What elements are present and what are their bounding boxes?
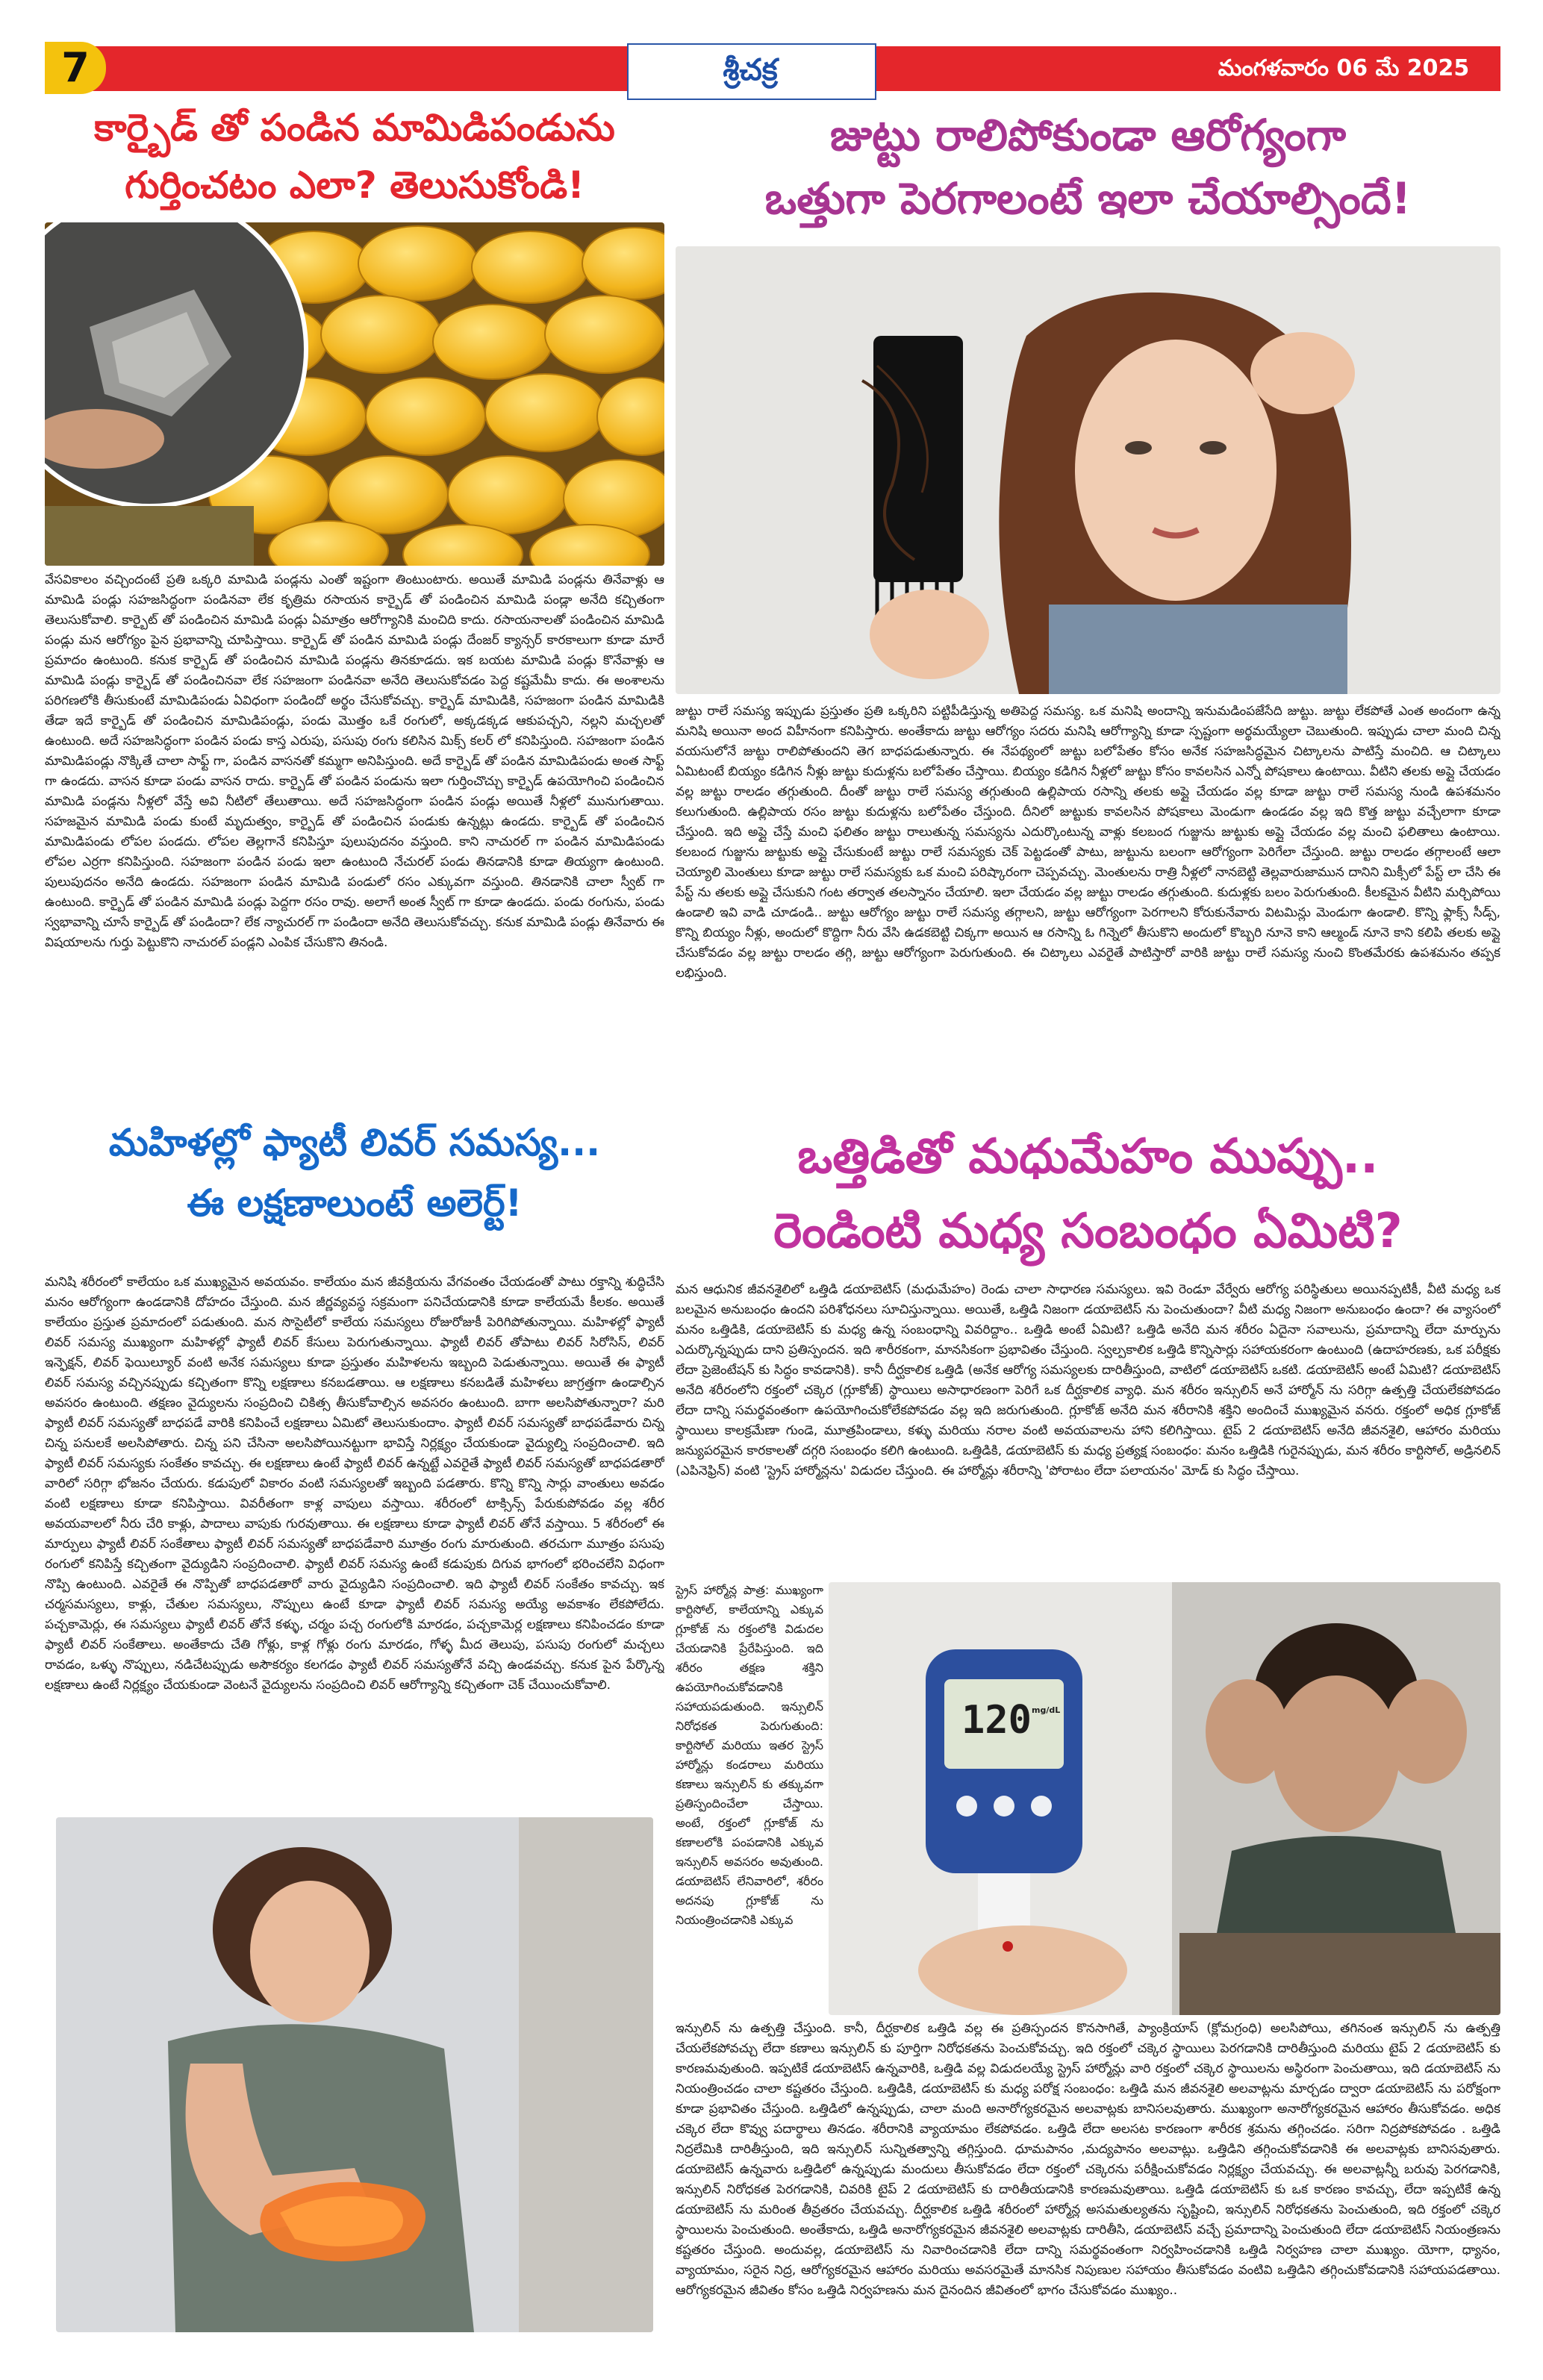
hair-photo: [676, 246, 1500, 694]
mango-body: వేసవికాలం వచ్చిందంటే ప్రతి ఒక్కరి మామిడి పండ్లను ఎంతో ఇష్టంగా తింటుంటారు. అయితే మామిడి పండ్లను తినేవాళ్లు ఆ మామిడి పండ్లు సహజసిద్ధంగా పండినవా లేక కృత్రిమ రసాయన కార్బైడ్ తో పండించిన మామిడి పండ్లా అనేది కచ్చితంగా తెలుసుకోవాలి. కార్బైట్ తో పండించిన మామిడి పండ్లు ఏమాత్రం ఆరోగ్యానికి మంచిది కాదు. రసాయనాలతో పండించిన మామిడి పండ్లు మన ఆరోగ్యం పైన ప్రభావాన్ని చూపిస్తాయి. కార్బైడ్ తో పండిన మామిడి పండ్లు దేంజర్ క్యాన్సర్ కారకాలుగా కూడా మారే ప్రమాదం ఉంటుంది. కనుక కార్బైడ్ తో పండించిన మామిడి పండ్లను తినకూడదు. ఇక బయట మామిడి పండ్లు కొనేవాళ్లు ఆ మామిడి పండ్లు కార్బైడ్ తో పండించినవా లేక సహజంగా పండినవా అనేది తెలుసుకోవడం పెద్ద కష్టమేమీ కాదు. ఈ అంశాలను పరిగణలోకి తీసుకుంటే మామిడిపండు ఏవిధంగా పండిందో అర్థం చేసుకోవచ్చు. కార్బైడ్ మామిడికి, సహజంగా పండిన మామిడికి తేడా ఇదే కార్బైడ్ తో పండించిన మామిడిపండ్లు, పండు మొత్తం ఒకే రంగులో, అక్కడక్కడ ఆకుపచ్చని, నల్లని మచ్చలతో ఉంటుంది. అదే సహజసిద్ధంగా పండిన పండు కాస్త ఎరుపు, పసుపు రంగు కలిసిన మిక్స్ కలర్ లో కనిపిస్తుంది. సహజంగా పండిన మామిడిపండ్లు నొక్కితే చాలా సాఫ్ట్ గా, పండిన వాసనతో కమ్మగా అనిపిస్తుంది. అదే కార్బైడ్ తో పండిన మామిడిపండు అంత సాఫ్ట్ గా ఉండదు. వాసన కూడా పండు వాసన రాదు. కార్బైడ్ తో పండిన పండును ఇలా గుర్తించొచ్చు కార్బైడ్ ఉపయోగించి పండించిన మామిడి పండ్లను నీళ్లలో వేస్తే అవి నీటిలో తేలుతాయి. అదే సహజసిద్ధంగా పండిన పండ్లు అయితే నీళ్లలో మునుగుతాయి. సహజమైన మామిడి పండు కుంటే మృదుత్వం, కార్బైడ్ తో పండించిన పండుకు ఉన్నట్లు ఉండదు. కార్బైడ్ తో పండించిన మామిడిపండు లోపల పండదు. లోపల తెల్లగానే కనిపిస్తూ పులుపుదనం వస్తుంది. కాని నాచురల్ గా పండిన మామిడిపండు లోపల ఎర్రగా కనిపిస్తుంది. సహజంగా పండిన పండు ఇలా ఉంటుంది నేచురల్ పండు తినడానికి కూడా తియ్యగా ఉంటుంది. పులుపుదనం అనేది ఉండదు. సహజంగా పండిన మామిడి పండులో రసం ఎక్కువగా వస్తుంది. తినడానికి చాలా స్వీట్ గా ఉంటుంది. కార్బైడ్ తో పండిన మామిడి పండ్లు పెద్దగా రసం రావు. అలాగే అంత స్వీట్ గా కూడా ఉండదు. పండు రంగును, పండు స్వభావాన్ని చూసే కార్బైడ్ తో పండిందా? లేక న్యాచురల్ గా పండిందా అనేది తెలుసుకోవచ్చు. కనుక మామిడి పండ్లు తినేవారు ఈ విషయాలను గుర్తు పెట్టుకొని నాచురల్ పండ్లని ఎంపిక చేసుకొని తినండి.: [45, 572, 664, 950]
hair-headline: [676, 108, 1500, 225]
diabetes-headline-line1: ఒత్తిడితో మధుమేహం ముప్పు..: [797, 1129, 1379, 1184]
glucometer-reading: 120: [961, 1698, 1032, 1743]
liver-body: మనిషి శరీరంలో కాలేయం ఒక ముఖ్యమైన అవయవం. కాలేయం మన జీవక్రియను వేగవంతం చేయడంతో పాటు రక్తాన్ని శుద్ధిచేసి మనం ఆరోగ్యంగా ఉండడానికి దోహదం చేస్తుంది. మన జీర్ణవ్యవస్థ సక్రమంగా పనిచేయడానికి కూడా కాలేయమే కీలకం. అయితే కాలేయం ప్రస్తుత ప్రమాదంలో పడుతుంది. మన సొసైటీలో కాలేయ సమస్యలు రోజురోజుకీ పెరిగిపోతున్నాయి. మహిళల్లో ఫ్యాటీ లివర్ సమస్య ముఖ్యంగా మహిళల్లో ఫ్యాటీ లివర్ కేసులు పెరుగుతున్నాయి. ఫ్యాటీ లివర్ తోపాటు లివర్ సిరోసిస్, లివర్ ఇన్ఫెక్షన్, లివర్ ఫెయిల్యూర్ వంటి అనేక సమస్యలు కూడా ప్రస్తుతం మహిళలను ఇబ్బంది పెడుతున్నాయి. అయితే ఈ ఫ్యాటీ లివర్ సమస్య వచ్చినప్పుడు కచ్చితంగా కొన్ని లక్షణాలు కనబడతాయి. ఆ లక్షణాలు కనబడితే మహిళలు జాగ్రత్తగా ఉండాల్సిన అవసరం ఉంటుంది. తక్షణం వైద్యులను సంప్రదించి చికిత్స తీసుకోవాల్సిన అవసరం ఉంటుంది. బాగా అలసిపోతున్నారా? మరి ఫ్యాటీ లివర్ సమస్యతో బాధపడే వారికి కనిపించే లక్షణాలు ఏమిటో తెలుసుకుందాం. ఫ్యాటీ లివర్ సమస్యతో బాధపడేవారు చిన్న చిన్న పనులకే అలసిపోతారు. చిన్న పని చేసినా అలసిపోయినట్టుగా భావిస్తే నిర్లక్ష్యం చేయకుండా వైద్యుల్ని సంప్రదించాలి. ఇది ఫ్యాటీ లివర్ సమస్యకు సంకేతం కావచ్చు. ఈ లక్షణాలు ఉంటే ఫ్యాటీ లివర్ ఉన్నట్టే ఎవరైతే ఫ్యాటీ లివర్ సమస్యతో బాధపడతారో వారిలో సరిగ్గా భోజనం చేయరు. కడుపులో వికారం వంటి సమస్యలతో ఇబ్బంది పడతారు. కొన్ని కొన్ని సార్లు వాంతులు అవడం వంటి లక్షణాలు కూడా కనిపిస్తాయి. వివరీతంగా కాళ్ల వాపులు వస్తాయి. శరీరంలో టాక్సిన్స్ పేరుకుపోవడం వల్ల శరీర అవయవాలలో నీరు చేరి కాళ్లు, పాదాలు వాపుకు గురవుతాయి. ఈ లక్షణాలు కూడా ఫ్యాటీ లివర్ తోనే వస్తాయి. 5 శరీరంలో ఈ మార్పులు ఫ్యాటీ లివర్ సంకేతాలు ఫ్యాటీ లివర్ సమస్యతో బాధపడేవారి మూత్రం రంగు మారుతుంది. తరచుగా మూత్రం పసుపు రంగులో కనిపిస్తే కచ్చితంగా వైద్యుడిని సంప్రదించాలి. ఫ్యాటీ లివర్ సమస్య ఉంటే కడుపుకు దిగువ భాగంలో భరించలేని విధంగా నొప్పి ఉంటుంది. ఎవరైతే ఈ నొప్పితో బాధపడతారో వారు వైద్యుడిని సంప్రదించాలి. ఇది ఫ్యాటీ లివర్ సంకేతం కావచ్చు. ఇక చర్మసమస్యలు, కాళ్లు, చేతుల సమస్యలు, నొప్పులు ఉంటే కూడా ఫ్యాటీ లివర్ సమస్య అయ్యే అవకాశం లేకపోలేదు. పచ్చకామెర్లు, ఈ సమస్యలు ఫ్యాటీ లివర్ తోనే కళ్ళు, చర్మం పచ్చ రంగులోకి మారడం, పచ్చకామెర్ల లక్షణాలు కనిపించడం కూడా ఫ్యాటీ లివర్ సంకేతాలు. అంతేకాదు చేతి గోళ్లు, కాళ్ల గోళ్లు రంగు మారడం, గోళ్ళ మీద తెలుపు, పసుపు రంగులో మచ్చలు రావడం, ఒళ్ళు నొప్పులు, నడిచేటప్పుడు అసౌకర్యం కలగడం ఫ్యాటీ లివర్ సమస్యతోనే వచ్చి ఉండవచ్చు. కనుక పైన పేర్కొన్న లక్షణాలు ఉంటే నిర్లక్ష్యం చేయకుండా వెంటనే వైద్యులను సంప్రదించి లివర్ ఆరోగ్యాన్ని కచ్చితంగా చెక్ చేయించుకోవాలి.: [45, 1275, 664, 1693]
page-number: 7: [45, 42, 106, 94]
hair-headline-line2: ఒత్తుగా పెరగాలంటే ఇలా చేయాల్సిందే!: [764, 172, 1412, 224]
hair-photo-svg: [676, 246, 1500, 694]
liver-photo-svg: [56, 1817, 653, 2332]
diabetes-headline: [676, 1127, 1500, 1261]
diabetes-body-bottom: ఇన్సులిన్ ను ఉత్పత్తి చేస్తుంది. కానీ, దీర్ఘకాలిక ఒత్తిడి వల్ల ఈ ప్రతిస్పందన కొనసాగితే, ప్యాంక్రియాస్ (క్లోమగ్రంధి) అలసిపోయి, తగినంత ఇన్సులిన్ ను ఉత్పత్తి చేయలేకపోవచ్చు లేదా కణాలు ఇన్సులిన్ కు పూర్తిగా నిరోధకతను పెంచుకోవచ్చు. ఇది రక్తంలో చక్కెర స్థాయిలు పెరగడానికి దారితీస్తుంది మరియు టైప్ 2 డయాబెటిస్ కు కారణమవుతుంది. ఇప్పటికే డయాబెటిస్ ఉన్నవారికి, ఒత్తిడి వల్ల విడుదలయ్యే స్ట్రెస్ హార్మోన్లు వారి రక్తంలో చక్కెర స్థాయిలను అస్థిరంగా పెంచుతాయి, ఇది డయాబెటిస్ ను నియంత్రించడం చాలా కష్టతరం చేస్తుంది. ఒత్తిడికి, డయాబెటిస్ కు మధ్య పరోక్ష సంబంధం: ఒత్తిడి మన జీవనశైలి అలవాట్లను మార్చడం ద్వారా డయాబెటిస్ ను పరోక్షంగా కూడా ప్రభావితం చేస్తుంది. ఒత్తిడిలో ఉన్నప్పుడు, చాలా మంది అనారోగ్యకరమైన అలవాట్లకు బానిసలవుతారు. ముఖ్యంగా అనారోగ్యకరమైన ఆహారం తీసుకోవడం. అధిక చక్కెర లేదా కొవ్వు పదార్థాలు తినడం. శరీరానికి వ్యాయామం లేకపోవడం. ఒత్తిడి లేదా అలసట కారణంగా శారీరక శ్రమను తగ్గించడం. సరిగా నిద్రపోకపోవడం . ఒత్తిడి నిద్రలేమికి దారితీస్తుంది, ఇది ఇన్సులిన్ సున్నితత్వాన్ని తగ్గిస్తుంది. ధూమపానం ,మద్యపానం అలవాట్లు. ఒత్తిడిని తగ్గించుకోవడానికి ఈ అలవాట్లకు బానిసవుతారు. డయాబెటిస్ ఉన్నవారు ఒత్తిడిలో ఉన్నప్పుడు మందులు తీసుకోవడం లేదా రక్తంలో చక్కెరను పరీక్షించుకోవడం నిర్లక్ష్యం చేయవచ్చు. ఈ అలవాట్లన్నీ బరువు పెరగడానికి, ఇన్సులిన్ నిరోధకత పెరగడానికి, చివరికి టైప్ 2 డయాబెటిస్ కు దారితీయడానికి కారణమవుతాయి. ఒత్తిడి డయాబెటిస్ కు ఒక కారణం కావచ్చు, లేదా ఇప్పటికే ఉన్న డయాబెటిస్ ను మరింత తీవ్రతరం చేయవచ్చు. దీర్ఘకాలిక ఒత్తిడి శరీరంలో హార్మోన్ల అసమతుల్యతను సృష్టించి, ఇన్సులిన్ నిరోధకతను పెంచుతుంది, ఇది రక్తంలో చక్కెర స్థాయిలను పెంచుతుంది. అంతేకాదు, ఒత్తిడి అనారోగ్యకరమైన జీవనశైలి అలవాట్లకు దారితీసి, డయాబెటిస్ వచ్చే ప్రమాదాన్ని పెంచుతుంది లేదా డయాబెటిస్ నియంత్రణను కష్టతరం చేస్తుంది. అందువల్ల, డయాబెటిస్ ను నివారించడానికి లేదా దాన్ని సమర్థవంతంగా నిర్వహించడానికి ఒత్తిడి నిర్వహణ చాలా ముఖ్యం. యోగా, ధ్యానం, వ్యాయామం, సరైన నిద్ర, ఆరోగ్యకరమైన ఆహారం మరియు అవసరమైతే మానసిక నిపుణుల సహాయం తీసుకోవడం వంటివి ఒత్తిడిని తగ్గించుకోవడానికి సహాయపడతాయి. ఆరోగ్యకరమైన జీవితం కోసం ఒత్తిడి నిర్వహణను మన దైనందిన జీవితంలో భాగం చేసుకోవడం ముఖ్యం..: [676, 2021, 1500, 2298]
glucometer-unit: mg/dL: [1032, 1705, 1061, 1715]
hair-headline-line1: జుట్టు రాలిపోకుండా ఆరోగ్యంగా: [829, 110, 1347, 160]
mango-photo: [45, 222, 664, 566]
mango-headline-line2: గుర్తించటం ఎలా? తెలుసుకోండి!: [125, 163, 585, 207]
masthead-logo: శ్రీచక్ర: [723, 53, 778, 87]
liver-headline-line1: మహిళల్లో ఫ్యాటీ లివర్ సమస్య...: [108, 1121, 601, 1164]
diabetes-photo: [829, 1582, 1500, 2015]
mango-photo-svg: [45, 222, 664, 566]
mango-headline-line1: కార్బైడ్ తో పండిన మామిడిపండును: [94, 106, 615, 149]
liver-photo: [56, 1817, 653, 2332]
diabetes-body-top: మన ఆధునిక జీవనశైలిలో ఒత్తిడి డయాబెటిస్ (మధుమేహం) రెండు చాలా సాధారణ సమస్యలు. ఇవి రెండూ వేర్వేరు ఆరోగ్య పరిస్థితులు అయినప్పటికీ, వీటి మధ్య ఒక బలమైన అనుబంధం ఉందని పరిశోధనలు సూచిస్తున్నాయి. అయితే, ఒత్తిడి నిజంగా డయాబెటిస్ ను పెంచుతుందా? వీటి మధ్య నిజంగా అనుబంధం ఉందా? ఈ వ్యాసంలో మనం ఒత్తిడికి, డయాబెటిస్ కు మధ్య ఉన్న సంబంధాన్ని వివరిద్దాం.. ఒత్తిడి అంటే ఏమిటి? ఒత్తిడి అనేది మన శరీరం ఏదైనా సవాలును, ప్రమాదాన్ని లేదా మార్పును ఎదుర్కొన్నప్పుడు దాని ప్రతిస్పందన. ఇది శారీరకంగా, మానసికంగా ప్రభావితం చేస్తుంది. స్వల్పకాలిక ఒత్తిడి కొన్నిసార్లు సహాయకరంగా ఉంటుంది (ఉదాహరణకు, ఒక పరీక్షకు లేదా ప్రెజెంటేషన్ కు సిద్ధం కావడానికి). కానీ దీర్ఘకాలిక ఒత్తిడి (అనేక ఆరోగ్య సమస్యలకు దారితీస్తుంది, వాటిలో డయాబెటిస్ ఒకటి. డయాబెటిస్ అంటే ఏమిటి? డయాబెటిస్ అనేది శరీరంలోని రక్తంలో చక్కెర (గ్లూకోజ్) స్థాయిలు అసాధారణంగా పెరిగే ఒక దీర్ఘకాలిక వ్యాధి. మన శరీరం ఇన్సులిన్ అనే హార్మోన్ ను సరిగ్గా ఉత్పత్తి చేయలేకపోవడం లేదా దాన్ని సమర్థవంతంగా ఉపయోగించుకోలేకపోవడం వల్ల ఇది జరుగుతుంది. గ్లూకోజ్ అనేది మన శరీరానికి శక్తిని అందించే ముఖ్యమైన వనరు. రక్తంలో అధిక గ్లూకోజ్ స్థాయిలు కాలక్రమేణా గుండె, మూత్రపిండాలు, కళ్ళు మరియు నరాల వంటి అవయవాలను హాని కలిగిస్తాయి. టైప్ 2 డయాబెటిస్ అనేది జీవనశైలి, ఆహారం మరియు జన్యుపరమైన కారకాలతో దగ్గరి సంబంధం కలిగి ఉంటుంది. ఒత్తిడికి, డయాబెటిస్ కు మధ్య ప్రత్యక్ష సంబంధం: మనం ఒత్తిడికి గురైనప్పుడు, మన శరీరం కార్టిసోల్, అడ్రినలిన్ (ఎపినెఫ్రిన్) వంటి 'స్ట్రెస్ హార్మోన్లను' విడుదల చేస్తుంది. ఈ హార్మోన్లు శరీరాన్ని 'పోరాటం లేదా పలాయనం' మోడ్ కు సిద్ధం చేస్తాయి.: [676, 1282, 1500, 1478]
diabetes-body-left: స్ట్రెస్ హార్మోన్ల పాత్ర: ముఖ్యంగా కార్టిసోల్, కాలేయాన్ని ఎక్కువ గ్లూకోజ్ ను రక్తంలోకి విడుదల చేయడానికి ప్రేరేపిస్తుంది. ఇది శరీరం తక్షణ శక్తిని ఉపయోగించుకోవడానికి సహాయపడుతుంది. ఇన్సులిన్ నిరోధకత పెరుగుతుంది: కార్టిసోల్ మరియు ఇతర స్ట్రెస్ హార్మోన్లు కండరాలు మరియు కణాలు ఇన్సులిన్ కు తక్కువగా ప్రతిస్పందించేలా చేస్తాయి. అంటే, రక్తంలో గ్లూకోజ్ ను కణాలలోకి పంపడానికి ఎక్కువ ఇన్సులిన్ అవసరం అవుతుంది. డయాబెటిస్ లేనివారిలో, శరీరం అదనపు గ్లూకోజ్ ను నియంత్రించడానికి ఎక్కువ: [676, 1583, 823, 1927]
issue-date: మంగళవారం 06 మే 2025: [1218, 55, 1470, 81]
mango-headline: [45, 104, 664, 208]
liver-headline-line2: ఈ లక్షణాలుంటే అలెర్ట్!: [187, 1181, 523, 1225]
liver-headline: [45, 1119, 664, 1226]
diabetes-photo-svg: [829, 1582, 1500, 2015]
hair-body: జుట్టు రాలే సమస్య ఇప్పుడు ప్రస్తుతం ప్రతి ఒక్కరిని పట్టిపీడిస్తున్న అతిపెద్ద సమస్య. ఒక మనిషి అందాన్ని ఇనుమడింపజేసేది జుట్టు. జుట్టు లేకపోతే ఎంత అందంగా ఉన్న మనిషి అయినా అంద విహీనంగా కనిపిస్తారు. అంతేకాదు జుట్టు ఆరోగ్యం సదరు మనిషి ఆరోగ్యాన్ని కూడా స్పష్టంగా అర్థమయ్యేలా చెబుతుంది. ఇప్పుడు చాలా మంది చిన్న వయసులోనే జుట్టు రాలిపోతుందని తెగ బాధపడుతున్నారు. ఈ నేపథ్యంలో జుట్టు బలోపేతం కోసం అనేక సహజసిద్ధమైన చిట్కాలను పాటిస్తే మంచిది. ఆ చిట్కాలు ఏమిటంటే బియ్యం కడిగిన నీళ్లు జుట్టు కుదుళ్లను బలోపేతం చేస్తాయి. బియ్యం కడిగిన నీళ్లలో జుట్టు కోసం కావలసిన ఎన్నో పోషకాలు ఉంటాయి. వీటిని తలకు అప్లై చేయడం వల్ల జుట్టు రాలడం తగ్గుతుంది. దీంతో జుట్టు రాలే సమస్య తగ్గుతుంది ఉల్లిపాయ రసాన్ని తలకు అప్లై చేయడం వల్ల కూడా జుట్టు రాలే సమస్య నుండి ఉపశమనం కలుగుతుంది. ఉల్లిపాయ రసం జుట్టు కుదుళ్లను బలోపేతం చేస్తుంది. దీనిలో జుట్టుకు కావలసిన పోషకాలు మెండుగా ఉండడం వల్ల ఇది కొత్త జుట్టు వచ్చేలాగా కూడా చేస్తుంది. ఇది అప్లై చేస్తే మంచి ఫలితం జుట్టు రాలుతున్న సమస్యను ఎదుర్కొంటున్న వాళ్లు కలబంద గుజ్జును జుట్టుకు అప్లై చేయడం వల్ల మంచి ఫలితాలు ఉంటాయి. కలబంద గుజ్జును జుట్టుకు అప్లై చేసుకుంటే జుట్టు రాలే సమస్యకు చెక్ పెట్టడంతో పాటు, జుట్టును బలంగా ఆరోగ్యంగా పెరిగేలా చేస్తుంది. జుట్టు రాలడం తగ్గాలంటే ఆలా చెయ్యాలి మెంతులు కూడా జుట్టు రాలే సమస్యకు ఒక మంచి పరిష్కారంగా చెప్పవచ్చు. మెంతులను రాత్రి నీళ్లలో నానబెట్టి తెల్లవారుజామున దానిని మిక్సీలో పేస్ట్ లా చేసి ఈ పేస్ట్ ను తలకు అప్లై చేసుకుని గంట తర్వాత తలస్నానం చేయాలి. ఇలా చేయడం వల్ల జుట్టు రాలడం తగ్గుతుంది. కుదుళ్లకు బలం పెరుగుతుంది. కీలకమైన వీటిని మర్చిపోయి ఉండాలి ఇవి వాడి చూడండి.. జుట్టు ఆరోగ్యం జుట్టు రాలే సమస్య తగ్గాలని, జుట్టు ఆరోగ్యంగా పెరగాలని కోరుకునేవారు విటమిన్లు మెండుగా ఉండాలి. కొన్ని ఫ్లాక్స్ సీడ్స్, కొన్ని బియ్యం నీళ్లు, అందులో కొద్దిగా నీరు వేసి ఉడకబెట్టి చిక్కగా అయిన ఆ రసాన్ని ఓ గిన్నెలో తీసుకొని అందులో కొబ్బరి నూనె కాని ఆల్మండ్ నూనె కాని కలిపి తలకు అప్లై చేసుకోవడం వల్ల జుట్టు రాలడం తగ్గి, జుట్టు ఆరోగ్యంగా పెరుగుతుంది. ఈ చిట్కాలు ఎవరైతే పాటిస్తారో వారికి జుట్టు రాలే సమస్య నుంచి కొంతమేరకు ఉపశమనం తప్పక లభిస్తుంది.: [676, 704, 1500, 981]
diabetes-headline-line2: రెండింటి మధ్య సంబంధం ఏమిటి?: [773, 1204, 1403, 1259]
